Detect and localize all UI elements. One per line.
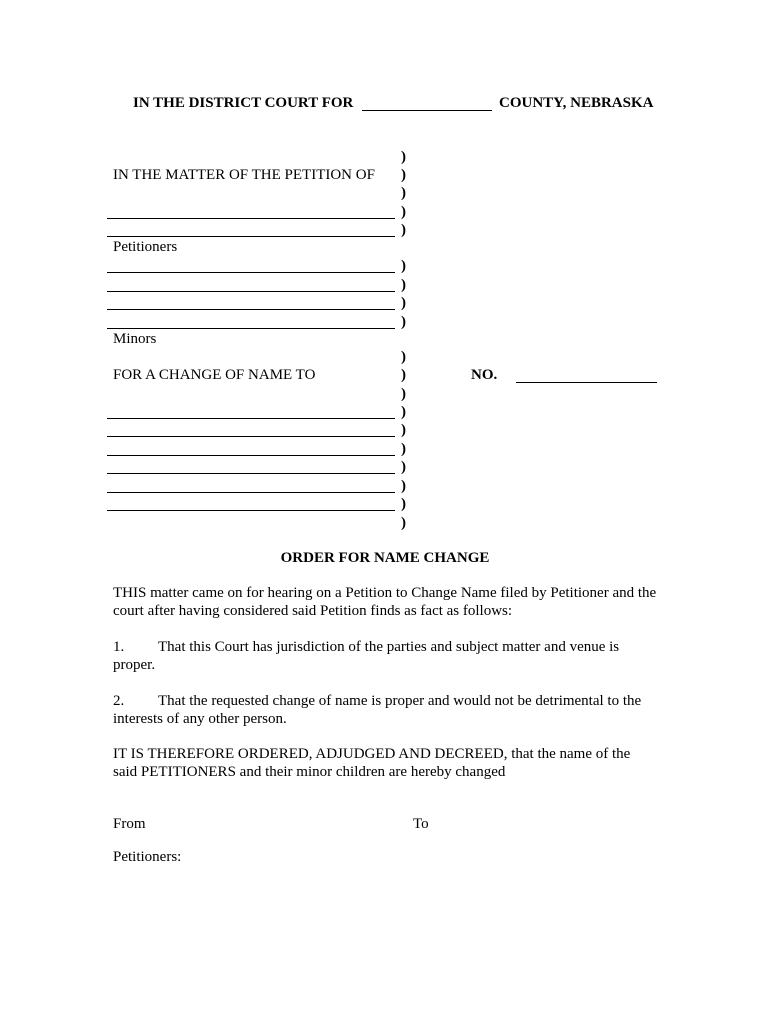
caption-paren: ): [401, 167, 406, 183]
new-name-line-4[interactable]: [107, 473, 395, 474]
caption-paren: ): [401, 277, 406, 293]
caption-paren: ): [401, 422, 406, 438]
caption-paren: ): [401, 149, 406, 165]
from-label: From: [113, 816, 146, 832]
change-of-name-label: FOR A CHANGE OF NAME TO: [113, 367, 316, 383]
caption-paren: ): [401, 404, 406, 420]
caption-paren: ): [401, 295, 406, 311]
to-label: To: [413, 816, 429, 832]
caption-paren: ): [401, 204, 406, 220]
new-name-line-3[interactable]: [107, 455, 395, 456]
caption-paren: ): [401, 441, 406, 457]
minor-name-line-4[interactable]: [107, 328, 395, 329]
finding-number: 2.: [113, 693, 125, 709]
petitioners-footer-label: Petitioners:: [113, 849, 182, 865]
new-name-line-2[interactable]: [107, 436, 395, 437]
finding-text: That the requested change of name is proper and would not be detrimental to the interests of any other person.: [113, 693, 642, 727]
caption-paren: ): [401, 459, 406, 475]
caption-paren: ): [401, 185, 406, 201]
court-heading-suffix: COUNTY, NEBRASKA: [499, 95, 654, 111]
caption-paren: ): [401, 478, 406, 494]
order-title: ORDER FOR NAME CHANGE: [280, 550, 490, 566]
caption-paren: ): [401, 222, 406, 238]
finding-1: [113, 638, 658, 674]
case-number-label: NO.: [471, 367, 498, 383]
caption-paren: ): [401, 314, 406, 330]
new-name-line-6[interactable]: [107, 510, 395, 511]
minors-label: Minors: [113, 331, 157, 347]
petitioner-name-line-1[interactable]: [107, 218, 395, 219]
intro-paragraph: THIS matter came on for hearing on a Petition to Change Name filed by Petitioner and the court after having considered said Petition finds as fact as follows:: [113, 585, 657, 619]
caption-paren: ): [401, 349, 406, 365]
caption-paren: ): [401, 496, 406, 512]
petitioner-name-line-2[interactable]: [107, 236, 395, 237]
caption-paren: ): [401, 386, 406, 402]
new-name-line-1[interactable]: [107, 418, 395, 419]
finding-text: That this Court has jurisdiction of the parties and subject matter and venue is proper.: [113, 639, 620, 673]
caption-paren: ): [401, 258, 406, 274]
minor-name-line-3[interactable]: [107, 309, 395, 310]
minor-name-line-1[interactable]: [107, 272, 395, 273]
matter-label: IN THE MATTER OF THE PETITION OF: [113, 167, 375, 183]
caption-paren: ): [401, 367, 406, 383]
county-blank-line[interactable]: [362, 110, 492, 111]
court-heading-prefix: IN THE DISTRICT COURT FOR: [133, 95, 354, 111]
new-name-line-5[interactable]: [107, 492, 395, 493]
finding-number: 1.: [113, 639, 125, 655]
finding-2: [113, 692, 658, 728]
petitioners-label: Petitioners: [113, 239, 178, 255]
caption-paren: ): [401, 515, 406, 531]
decree-paragraph: IT IS THEREFORE ORDERED, ADJUDGED AND DECREED, that the name of the said PETITIONERS and their minor children are hereby changed: [113, 746, 631, 780]
case-number-line[interactable]: [516, 382, 657, 383]
minor-name-line-2[interactable]: [107, 291, 395, 292]
